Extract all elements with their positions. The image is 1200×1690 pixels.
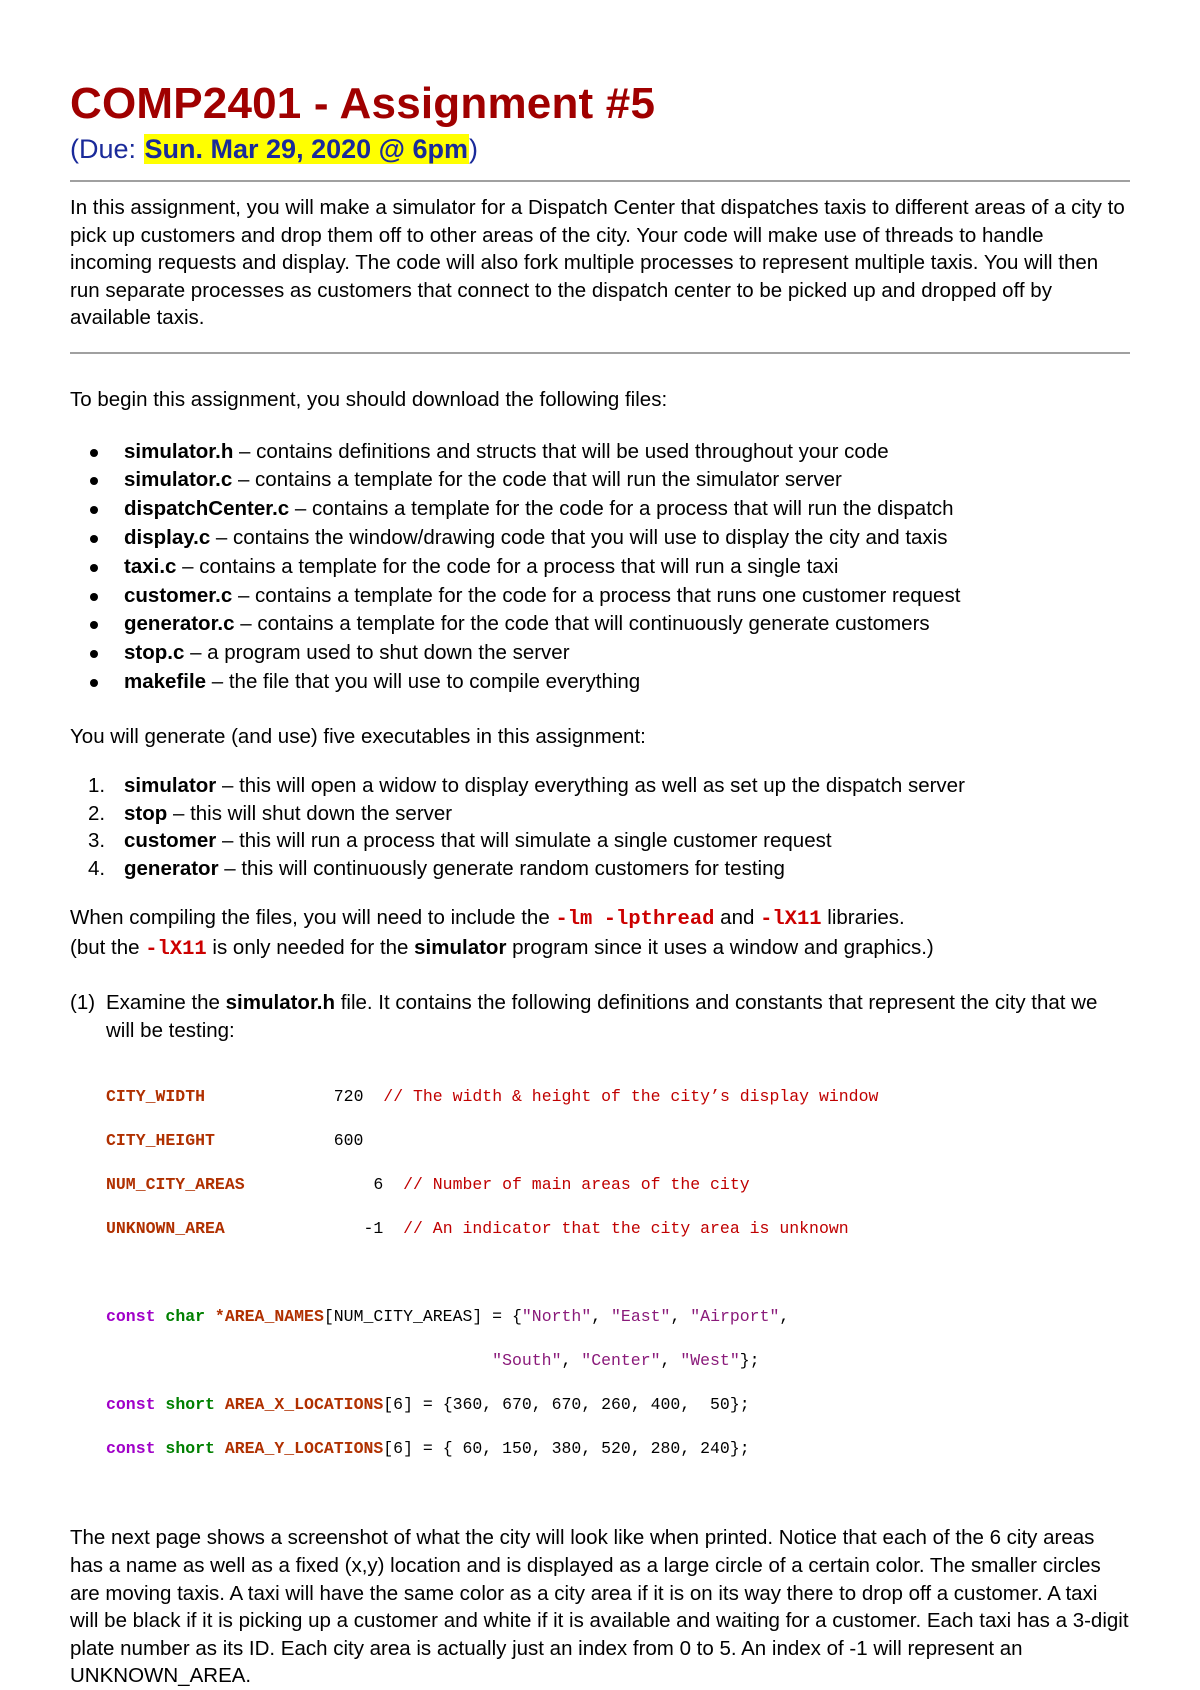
file-name: simulator.c xyxy=(124,468,233,492)
executables-intro: You will generate (and use) five executables in this assignment: xyxy=(70,724,646,748)
code-line xyxy=(106,1394,1130,1416)
bullet-icon xyxy=(90,535,98,543)
step-label: (1) xyxy=(70,991,96,1015)
bullet-icon xyxy=(90,650,98,658)
list-item xyxy=(70,466,1130,495)
text: When compiling the files, you will need to include the xyxy=(70,905,556,929)
file-desc: – the file that you will use to compile everything xyxy=(206,669,641,693)
code-comment: // An indicator that the city area is unknown xyxy=(383,1219,849,1239)
item-number: 4. xyxy=(88,856,106,880)
file-desc: – contains definitions and structs that will be used throughout your code xyxy=(233,439,889,463)
constant-value: 720 xyxy=(333,1087,364,1107)
exe-name: generator xyxy=(124,856,219,880)
due-line xyxy=(70,132,1130,166)
exe-desc: – this will shut down the server xyxy=(167,801,453,825)
list-item xyxy=(70,553,1130,582)
string-literal: "Airport" xyxy=(690,1307,780,1327)
flag-lx11: -lX11 xyxy=(760,907,822,931)
file-desc: – contains a template for the code that will continuously generate customers xyxy=(234,612,930,636)
bullet-icon xyxy=(90,564,98,572)
code-line xyxy=(106,1174,1130,1196)
text: libraries. xyxy=(821,905,905,929)
item-number: 3. xyxy=(88,829,106,853)
due-prefix: (Due: xyxy=(70,134,144,164)
list-item xyxy=(70,668,1130,697)
bullet-icon xyxy=(90,621,98,629)
code-line xyxy=(106,1218,1130,1240)
string-literal: "Center" xyxy=(581,1351,661,1371)
exe-name: stop xyxy=(124,801,168,825)
files-intro: To begin this assignment, you should download the following files: xyxy=(70,387,668,411)
text: file. It contains the following definitions and constants that represent the city that we will be testing: xyxy=(106,991,1098,1042)
file-desc: – contains a template for the code that will run the simulator server xyxy=(232,468,842,492)
bullet-icon xyxy=(90,477,98,485)
step-1 xyxy=(70,989,1130,1044)
keyword: const xyxy=(106,1439,156,1459)
file-name: customer.c xyxy=(124,583,233,607)
code-blank-line xyxy=(106,1262,1130,1284)
code-pad xyxy=(225,1219,354,1238)
due-suffix: ) xyxy=(469,134,478,164)
bullet-icon xyxy=(90,506,98,514)
file-desc: – contains a template for the code for a process that will run the dispatch xyxy=(289,497,954,521)
list-item xyxy=(70,610,1130,639)
code-text: [6] = { 60, 150, 380, 520, 280, 240}; xyxy=(383,1439,750,1459)
file-desc: – contains the window/drawing code that you will use to display the city and taxis xyxy=(210,525,948,549)
type: short xyxy=(165,1395,215,1415)
list-item xyxy=(70,639,1130,668)
list-item xyxy=(70,495,1130,524)
list-item xyxy=(70,582,1130,611)
text: (but the xyxy=(70,935,146,959)
constant-name: NUM_CITY_AREAS xyxy=(106,1175,245,1195)
file-name: generator.c xyxy=(124,612,235,636)
list-item xyxy=(70,524,1130,553)
identifier: AREA_Y_LOCATIONS xyxy=(224,1439,384,1459)
string-literal: "West" xyxy=(680,1351,740,1371)
file-name: dispatchCenter.c xyxy=(124,497,290,521)
file-name: display.c xyxy=(124,525,211,549)
item-number: 1. xyxy=(88,774,106,798)
exe-desc: – this will run a process that will simulate a single customer request xyxy=(216,829,832,853)
bullet-icon xyxy=(90,449,98,457)
executable-list xyxy=(70,772,1130,882)
type: short xyxy=(165,1439,215,1459)
code-line: "South", "Center", "West"}; xyxy=(492,1351,760,1371)
code-pad xyxy=(245,1175,354,1194)
constant-value: 600 xyxy=(333,1131,364,1151)
code-line xyxy=(106,1438,1130,1460)
code-line xyxy=(106,1130,1130,1152)
code-block xyxy=(106,1064,1130,1504)
code-line xyxy=(106,1086,1130,1108)
bullet-icon xyxy=(90,593,98,601)
file-list xyxy=(70,438,1130,697)
text: and xyxy=(714,905,761,929)
text: is only needed for the xyxy=(206,935,415,959)
type: char xyxy=(165,1307,206,1327)
document-page xyxy=(70,78,1130,1690)
list-item xyxy=(70,772,1130,799)
identifier: *AREA_NAMES xyxy=(205,1307,324,1327)
file-desc: – a program used to shut down the server xyxy=(184,641,570,665)
text: Examine the xyxy=(106,991,226,1015)
constant-name: CITY_HEIGHT xyxy=(106,1131,215,1151)
list-item xyxy=(70,855,1130,882)
intro-paragraph: In this assignment, you will make a simulator for a Dispatch Center that dispatches taxis to different areas of a city to pick up customers and drop them off to other areas of the city. Your code will make use of threads to handle incoming requests and display. The code will also fork multiple processes to represent multiple taxis. You will then run separate processes as customers that connect to the dispatch center to be picked up and dropped off by available taxis. xyxy=(70,196,1125,330)
file-desc: – contains a template for the code for a process that will run a single taxi xyxy=(176,554,839,578)
code-comment: // Number of main areas of the city xyxy=(383,1175,750,1195)
constant-name: UNKNOWN_AREA xyxy=(106,1219,225,1239)
keyword: const xyxy=(106,1395,156,1415)
code-comment: // The width & height of the city’s display window xyxy=(363,1087,879,1107)
code-pad xyxy=(215,1131,334,1150)
constant-name: CITY_WIDTH xyxy=(106,1087,206,1107)
closing-paragraph: The next page shows a screenshot of what the city will look like when printed. Notice that each of the 6 city areas has a name as well as a fixed (x,y) location and is displayed as a large circle of a certain color. The smaller circles are moving taxis. A taxi will have the same color as a city area if it is on its way there to drop off a customer. A taxi will be black if it is picking up a customer and white if it is available and waiting for a customer. Each taxi has a 3-digit plate number as its ID. Each city area is actually just an index from 0 to 5. An index of -1 will represent an UNKNOWN_AREA. xyxy=(70,1526,1129,1688)
compile-note-line2 xyxy=(70,934,1130,964)
exe-name: customer xyxy=(124,829,217,853)
bullet-icon xyxy=(90,679,98,687)
program-name: simulator xyxy=(414,935,507,959)
string-literal: "South" xyxy=(492,1351,562,1371)
code-pad xyxy=(205,1087,334,1106)
flag-lpthread: -lpthread xyxy=(603,907,715,931)
file-name: simulator.h xyxy=(124,439,234,463)
file-name: simulator.h xyxy=(225,991,336,1015)
text: program since it uses a window and graphics.) xyxy=(506,935,934,959)
compile-note-line1 xyxy=(70,904,1130,934)
due-date-highlight: Sun. Mar 29, 2020 @ 6pm xyxy=(144,134,468,164)
flag-lm: -lm xyxy=(555,907,593,931)
divider-bottom xyxy=(70,352,1130,354)
file-name: makefile xyxy=(124,669,207,693)
keyword: const xyxy=(106,1307,156,1327)
file-name: stop.c xyxy=(124,641,185,665)
exe-desc: – this will open a widow to display everything as well as set up the dispatch server xyxy=(216,774,965,798)
code-text: [NUM_CITY_AREAS] = { xyxy=(323,1307,522,1327)
flag-lx11: -lX11 xyxy=(145,937,207,961)
exe-name: simulator xyxy=(124,774,217,798)
identifier: AREA_X_LOCATIONS xyxy=(224,1395,384,1415)
file-desc: – contains a template for the code for a process that runs one customer request xyxy=(232,583,961,607)
list-item xyxy=(70,438,1130,467)
code-line: const char *AREA_NAMES[NUM_CITY_AREAS] = {"North", "East", "Airport", xyxy=(106,1307,790,1327)
code-text: [6] = {360, 670, 670, 260, 400, 50}; xyxy=(383,1395,750,1415)
exe-desc: – this will continuously generate random customers for testing xyxy=(218,856,785,880)
list-item xyxy=(70,827,1130,854)
string-literal: "East" xyxy=(611,1307,671,1327)
divider-top xyxy=(70,180,1130,182)
list-item xyxy=(70,800,1130,827)
item-number: 2. xyxy=(88,801,106,825)
constant-value: -1 xyxy=(353,1219,384,1239)
constant-value: 6 xyxy=(353,1175,384,1195)
string-literal: "North" xyxy=(521,1307,592,1327)
file-name: taxi.c xyxy=(124,554,177,578)
page-title: COMP2401 - Assignment #5 xyxy=(70,79,656,128)
